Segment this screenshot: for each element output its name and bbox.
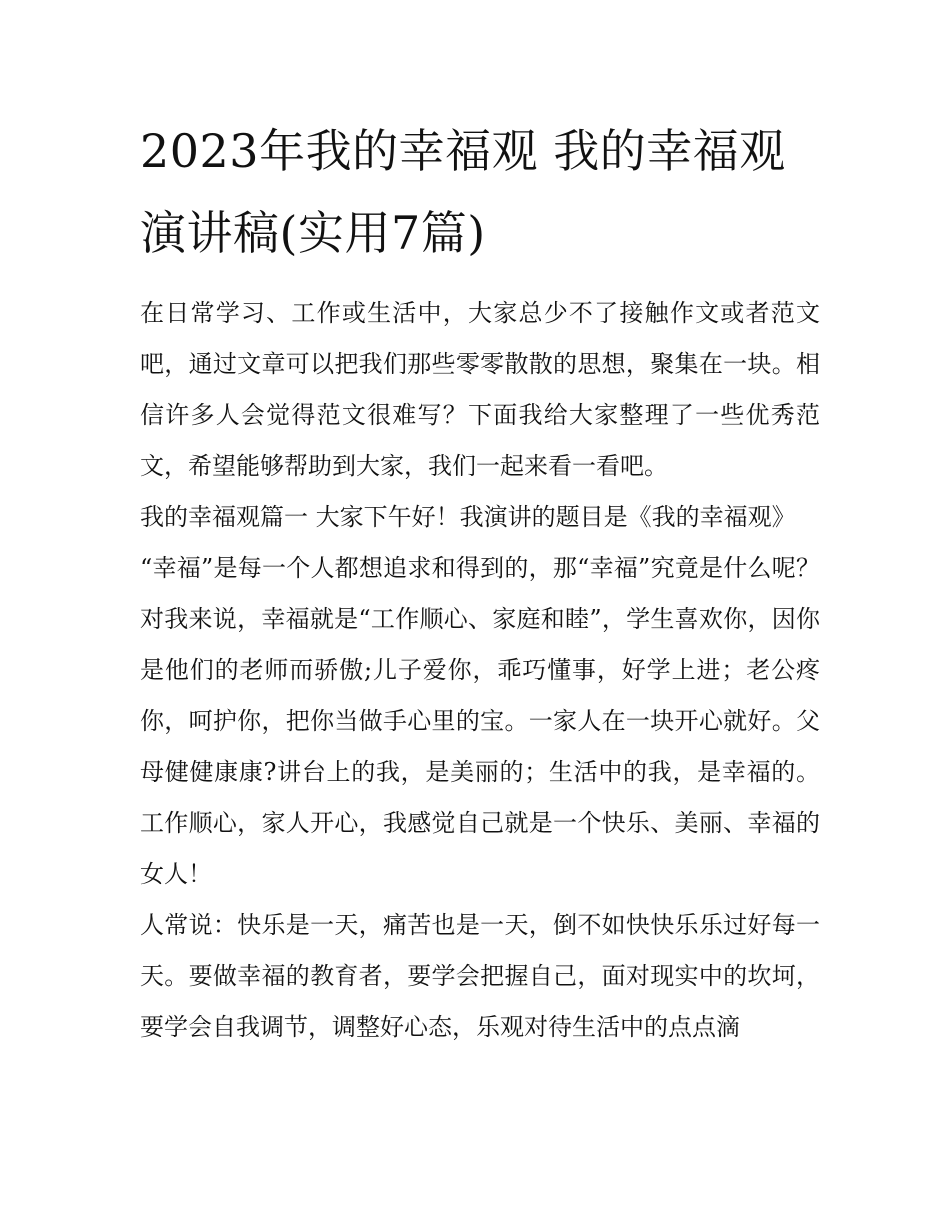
section-heading-paragraph: 我的幸福观篇一 大家下午好！我演讲的题目是《我的幸福观》 bbox=[140, 503, 796, 531]
intro-paragraph: 在日常学习、工作或生活中，大家总少不了接触作文或者范文吧，通过文章可以把我们那些零零散散的思想，聚集在一块。相信许多人会觉得范文很难写？下面我给大家整理了一些优秀范文，希望能够帮助到大家，我们一起来看一看吧。 bbox=[140, 299, 820, 480]
document-page bbox=[140, 110, 820, 1053]
document-title: 2023年我的幸福观 我的幸福观演讲稿(实用7篇) bbox=[140, 124, 786, 260]
body-paragraph: 人常说：快乐是一天，痛苦也是一天，倒不如快快乐乐过好每一天。要做幸福的教育者，要学会把握自己，面对现实中的坎坷，要学会自我调节，调整好心态，乐观对待生活中的点点滴 bbox=[140, 911, 820, 1041]
body-paragraph: “幸福”是每一个人都想追求和得到的，那“幸福”究竟是什么呢？对我来说，幸福就是“工作顺心、家庭和睦”，学生喜欢你，因你是他们的老师而骄傲;儿子爱你，乖巧懂事，好学上进；老公疼你，呵护你，把你当做手心里的宝。一家人在一块开心就好。父母健健康康?讲台上的我，是美丽的；生活中的我，是幸福的。工作顺心，家人开心，我感觉自己就是一个快乐、美丽、幸福的女人！ bbox=[140, 554, 820, 888]
